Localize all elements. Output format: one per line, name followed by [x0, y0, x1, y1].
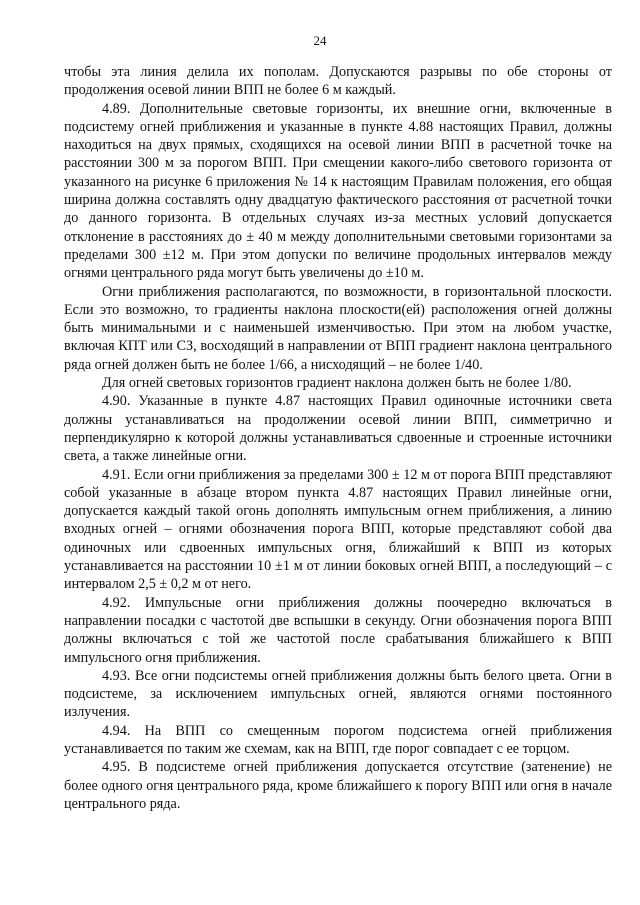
paragraph-4-95: 4.95. В подсистеме огней приближения допускается отсутствие (затенение) не более одного огня центрального ряда, кроме ближайшего к порогу ВПП или огня в начале центрального ряда.	[64, 759, 612, 812]
paragraph-4-91: 4.91. Если огни приближения за пределами 300 ± 12 м от порога ВПП представляют собой указанные в абзаце втором пункта 4.87 настоящих Правил линейные огни, допускается каждый такой огонь дополнять импульсным огнем приближения, а линию входных огней – огнями обозначения порога ВПП, которые представляют собой два одиночных или сдвоенных импульсных огня, ближайший к ВПП из которых устанавливается на расстоянии 10 ±1 м от линии боковых огней ВПП, а последующий – с интервалом 2,5 ± 0,2 м от него.	[64, 466, 612, 593]
paragraph-continuation: чтобы эта линия делила их пополам. Допускаются разрывы по обе стороны от продолжения осевой линии ВПП не более 6 м каждый.	[64, 64, 612, 99]
page-number: 24	[313, 33, 327, 48]
paragraph-4-90: 4.90. Указанные в пункте 4.87 настоящих Правил одиночные источники света должны устанавливаться на продолжении осевой линии ВПП, симметрично и перпендикулярно к которой должны устанавливаться сдвоенные и строенные источники света, а также линейные огни.	[64, 393, 612, 465]
paragraph-4-93: 4.93. Все огни подсистемы огней приближения должны быть белого цвета. Огни в подсистеме, за исключением импульсных огней, являются огнями постоянного излучения.	[64, 667, 612, 721]
paragraph-4-89-crossbar-gradient: Для огней световых горизонтов градиент наклона должен быть не более 1/80.	[102, 375, 572, 392]
paragraph-4-94: 4.94. На ВПП со смещенным порогом подсистема огней приближения устанавливается по таким же схемам, как на ВПП, где порог совпадает с ее торцом.	[64, 722, 612, 757]
document-body	[64, 63, 612, 813]
paragraph-4-89: 4.89. Дополнительные световые горизонты, их внешние огни, включенные в подсистему огней приближения и указанные в пункте 4.88 настоящих Правил, должны находиться на двух прямых, сходящихся на осевой линии ВПП в расчетной точке на расстоянии 300 м за порогом ВПП. При смещении какого-либо светового горизонта от указанного на рисунке 6 приложения № 14 к настоящим Правилам положения, его общая ширина должна составлять одну двадцатую фактического расстояния от расчетной точки до данного горизонта. В отдельных случаях из-за местных условий допускается отклонение в расстояниях до ± 40 м между дополнительными световыми горизонтами за пределами 300 ±12 м. При этом допуски по величине продольных интервалов между огнями центрального ряда могут быть увеличены до ±10 м.	[64, 100, 612, 282]
paragraph-4-92: 4.92. Импульсные огни приближения должны поочередно включаться в направлении посадки с частотой две вспышки в секунду. Огни обозначения порога ВПП должны включаться с той же частотой после срабатывания ближайшего к ВПП импульсного огня приближения.	[64, 594, 612, 666]
paragraph-4-89-approach-lights-plane: Огни приближения располагаются, по возможности, в горизонтальной плоскости. Если это возможно, то градиенты наклона плоскости(ей) расположения огней должны быть минимальными и с наименьшей изменчивостью. При этом на любом участке, включая КПТ или СЗ, восходящий в направлении от ВПП градиент наклона центрального ряда огней должен быть не более 1/66, а нисходящий – не более 1/40.	[64, 283, 612, 373]
